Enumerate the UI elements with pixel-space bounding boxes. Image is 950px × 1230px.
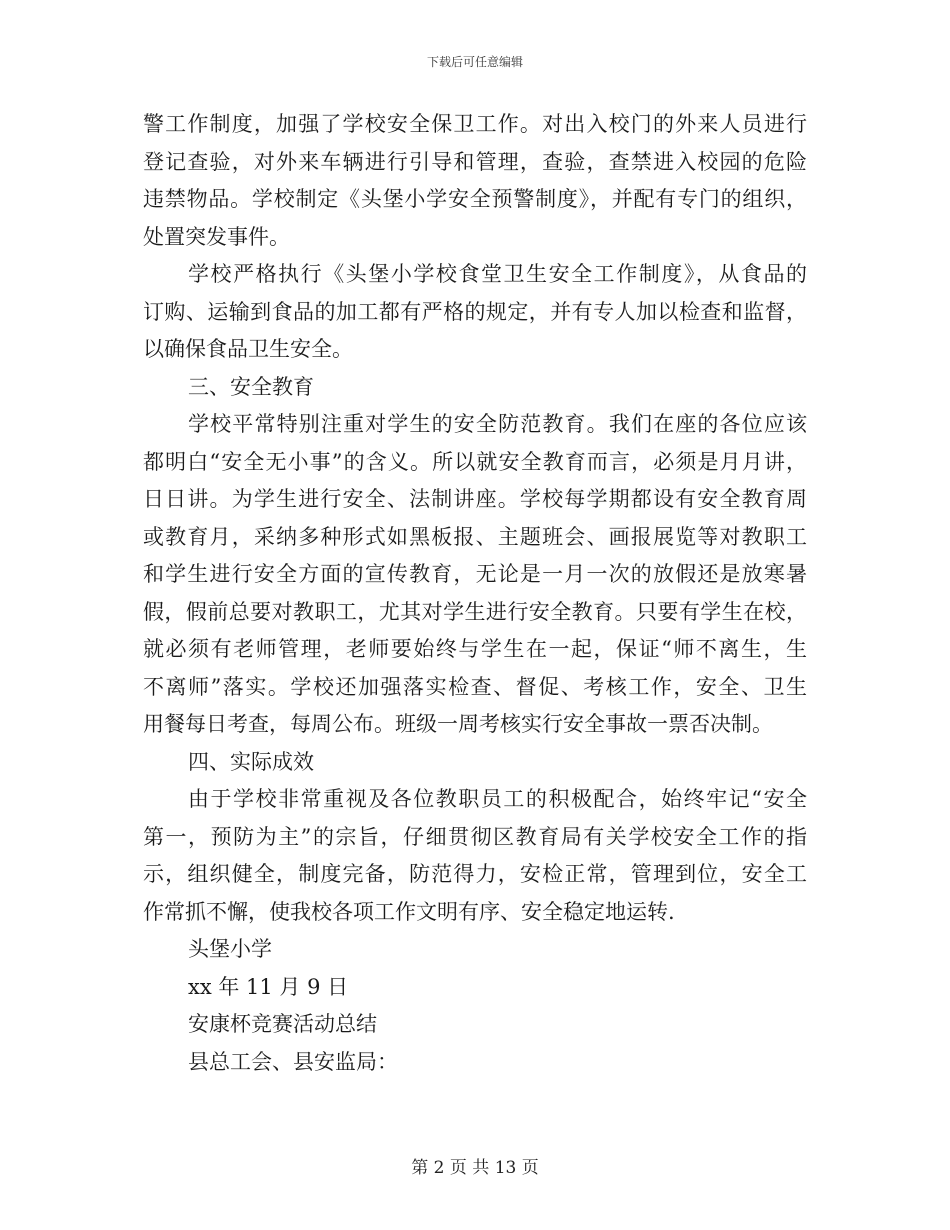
salutation: 县总工会、县安监局： <box>188 1049 398 1074</box>
body-line: 假，假前总要对教职工，尤其对学生进行安全教育。只要有学生在校， <box>143 599 807 624</box>
signature-school: 头堡小学 <box>188 937 272 961</box>
body-line: 学校严格执行《头堡小学校食堂卫生安全工作制度》，从食品的 <box>188 262 807 286</box>
body-line: 处置突发事件。 <box>143 224 290 249</box>
body-line: 违禁物品。学校制定《头堡小学安全预警制度》，并配有专门的组织， <box>143 187 807 211</box>
body-line: 学校平常特别注重对学生的安全防范教育。我们在座的各位应该 <box>188 412 807 436</box>
body-line: 登记查验，对外来车辆进行引导和管理，查验，查禁进入校园的危险 <box>143 149 807 174</box>
document-body <box>143 106 807 1081</box>
body-line: 订购、运输到食品的加工都有严格的规定，并有专人加以检查和监督， <box>143 299 807 324</box>
page-header: 下载后可任意编辑 <box>426 55 523 69</box>
body-line: 示，组织健全，制度完备，防范得力，安检正常，管理到位，安全工 <box>143 862 807 886</box>
page-footer: 第 2 页 共 13 页 <box>411 1158 539 1178</box>
signature-date: xx 年 11 月 9 日 <box>188 974 349 999</box>
body-line: 第一，预防为主”的宗旨，仔细贯彻区教育局有关学校安全工作的指 <box>143 824 807 849</box>
body-line: 或教育月，采纳多种形式如黑板报、主题班会、画报展览等对教职工 <box>143 524 807 549</box>
body-line: 不离师”落实。学校还加强落实检查、督促、考核工作，安全、卫生 <box>143 674 807 699</box>
section-heading: 四、实际成效 <box>188 749 314 774</box>
section-heading: 三、安全教育 <box>188 374 314 399</box>
body-line: 日日讲。为学生进行安全、法制讲座。学校每学期都设有安全教育周 <box>143 487 807 511</box>
body-line: 和学生进行安全方面的宣传教育，无论是一月一次的放假还是放寒暑 <box>143 562 807 586</box>
body-line: 警工作制度，加强了学校安全保卫工作。对出入校门的外来人员进行 <box>143 112 807 136</box>
document-title: 安康杯竞赛活动总结 <box>188 1012 377 1036</box>
body-line: 都明白“安全无小事”的含义。所以就安全教育而言，必须是月月讲， <box>143 449 807 474</box>
body-line: 就必须有老师管理，老师要始终与学生在一起，保证“师不离生，生 <box>143 637 807 661</box>
body-line: 由于学校非常重视及各位教职员工的积极配合，始终牢记“安全 <box>188 787 807 811</box>
body-line: 作常抓不懈，使我校各项工作文明有序、安全稳定地运转. <box>143 899 675 924</box>
body-line: 以确保食品卫生安全。 <box>143 337 353 361</box>
body-line: 用餐每日考查，每周公布。班级一周考核实行安全事故一票否决制。 <box>143 712 773 736</box>
